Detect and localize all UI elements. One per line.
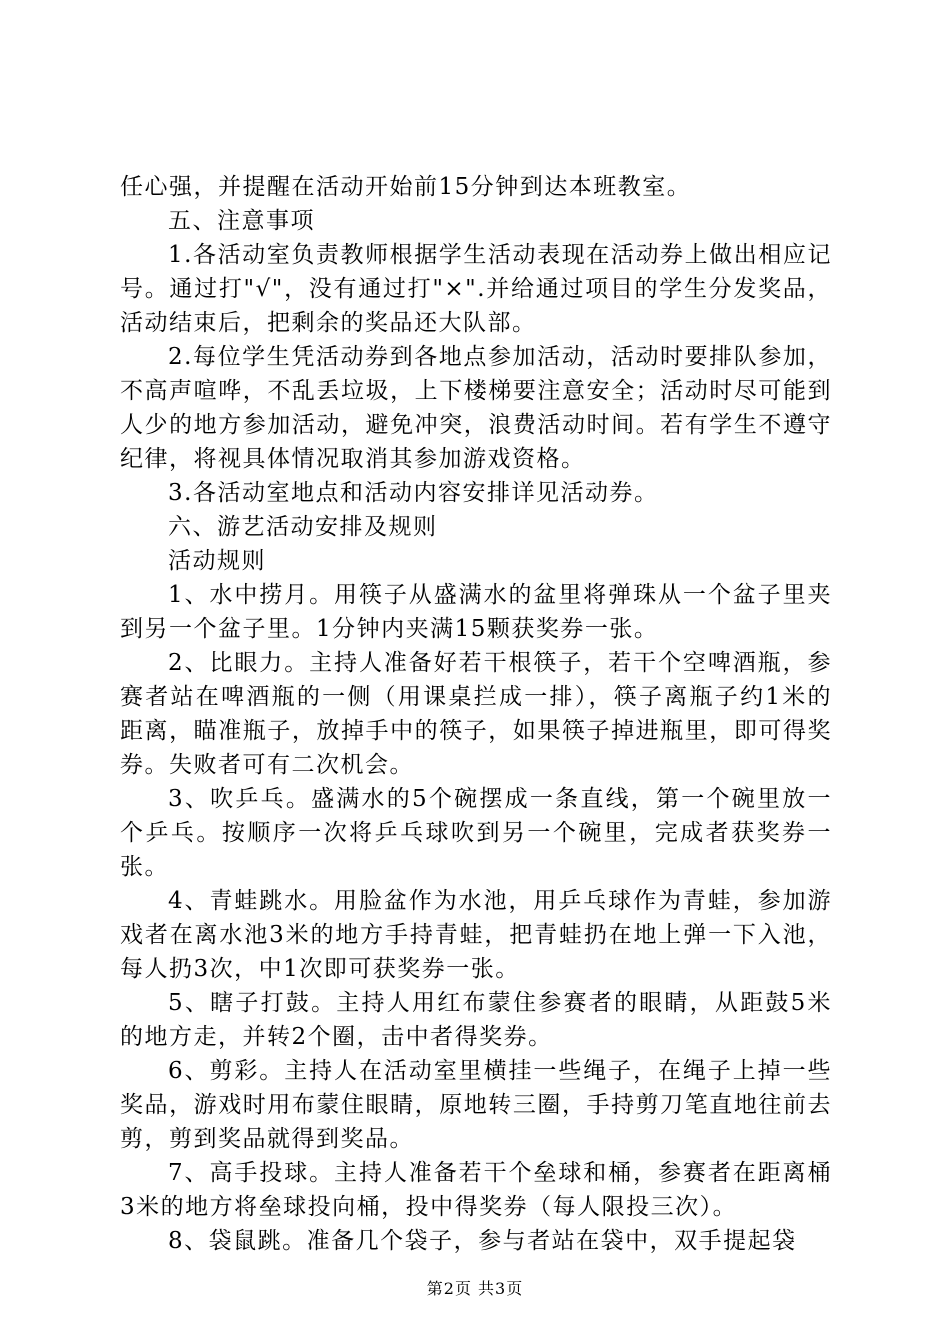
- paragraph: 2、比眼力。主持人准备好若干根筷子，若干个空啤酒瓶，参赛者站在啤酒瓶的一侧（用课桌拦成一排），筷子离瓶子约1米的距离，瞄准瓶子，放掉手中的筷子，如果筷子掉进瓶里，即可得奖券。失败者可有二次机会。: [120, 650, 832, 778]
- paragraph: 3.各活动室地点和活动内容安排详见活动券。: [168, 480, 659, 506]
- subheading: 活动规则: [168, 548, 266, 574]
- paragraph: 1.各活动室负责教师根据学生活动表现在活动券上做出相应记号。通过打"√"，没有通过打"×".并给通过项目的学生分发奖品，活动结束后，把剩余的奖品还大队部。: [120, 242, 832, 336]
- paragraph: 5、瞎子打鼓。主持人用红布蒙住参赛者的眼睛，从距鼓5米的地方走，并转2个圈，击中者得奖券。: [120, 990, 832, 1050]
- document-body: [120, 170, 832, 1258]
- paragraph: 6、剪彩。主持人在活动室里横挂一些绳子，在绳子上掉一些奖品，游戏时用布蒙住眼睛，原地转三圈，手持剪刀笔直地往前去剪，剪到奖品就得到奖品。: [120, 1058, 832, 1152]
- paragraph: 7、高手投球。主持人准备若干个垒球和桶，参赛者在距离桶3米的地方将垒球投向桶，投中得奖券（每人限投三次）。: [120, 1160, 832, 1220]
- paragraph: 1、水中捞月。用筷子从盛满水的盆里将弹珠从一个盆子里夹到另一个盆子里。1分钟内夹满15颗获奖券一张。: [120, 582, 832, 642]
- paragraph: 任心强，并提醒在活动开始前15分钟到达本班教室。: [120, 174, 692, 200]
- page-footer: 第2页 共3页: [426, 1279, 524, 1298]
- paragraph: 8、袋鼠跳。准备几个袋子，参与者站在袋中，双手提起袋: [168, 1228, 797, 1254]
- paragraph: 4、青蛙跳水。用脸盆作为水池，用乒乓球作为青蛙，参加游戏者在离水池3米的地方手持青蛙，把青蛙扔在地上弹一下入池，每人扔3次，中1次即可获奖券一张。: [120, 888, 832, 982]
- paragraph: 3、吹乒乓。盛满水的5个碗摆成一条直线，第一个碗里放一个乒乓。按顺序一次将乒乓球吹到另一个碗里，完成者获奖券一张。: [120, 786, 832, 880]
- section-heading: 六、游艺活动安排及规则: [168, 514, 438, 540]
- section-heading: 五、注意事项: [168, 208, 315, 234]
- paragraph: 2.每位学生凭活动券到各地点参加活动，活动时要排队参加，不高声喧哗，不乱丢垃圾，上下楼梯要注意安全；活动时尽可能到人少的地方参加活动，避免冲突，浪费活动时间。若有学生不遵守纪律，将视具体情况取消其参加游戏资格。: [120, 344, 832, 472]
